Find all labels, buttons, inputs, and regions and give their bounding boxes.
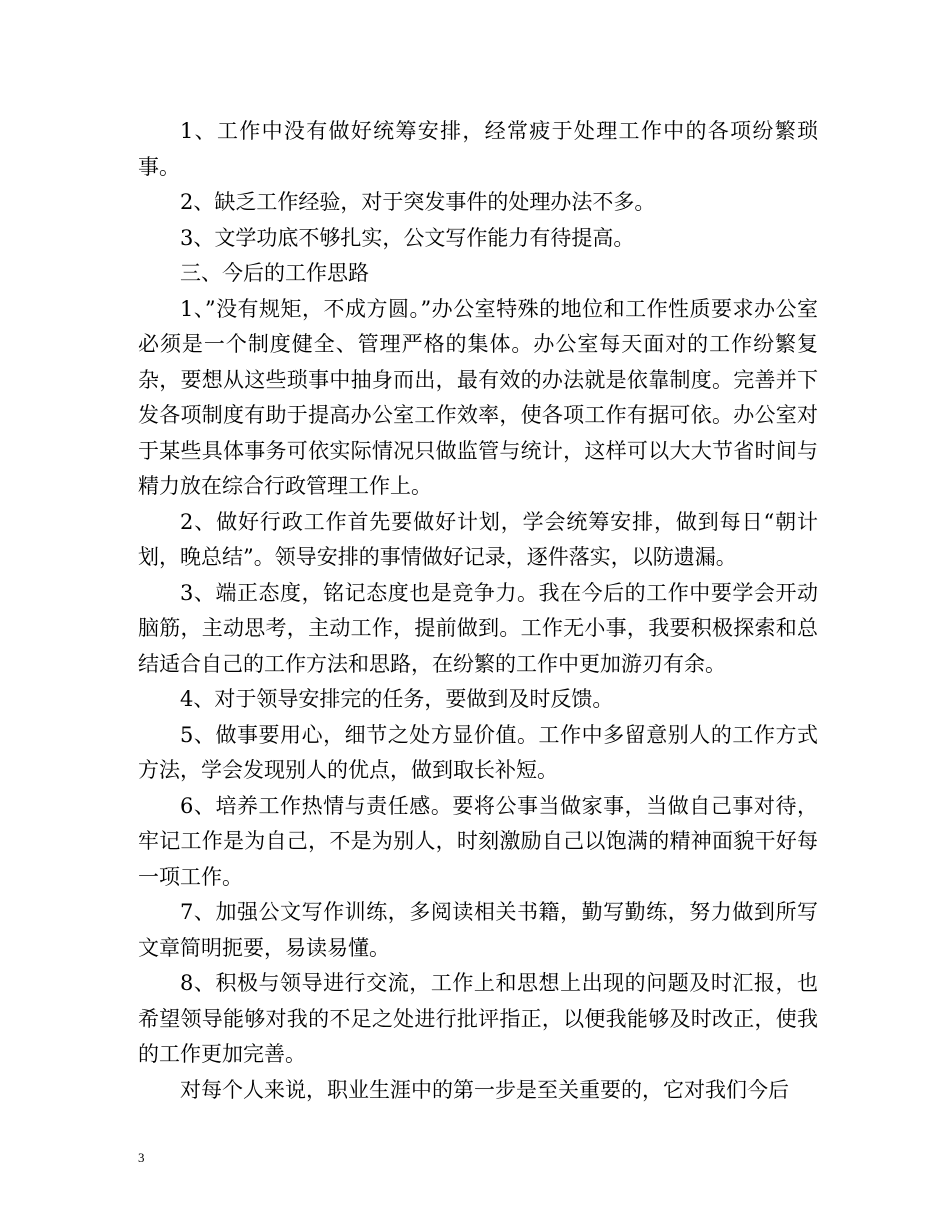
page-number: 3: [138, 1150, 145, 1165]
paragraph-plan-7: 7、加强公文写作训练，多阅读相关书籍，勤写勤练，努力做到所写文章简明扼要，易读易懂。: [138, 900, 818, 960]
paragraph-problem-2: 2、缺乏工作经验，对于突发事件的处理办法不多。: [180, 190, 656, 214]
paragraph-plan-4: 4、对于领导安排完的任务，要做到及时反馈。: [180, 687, 614, 711]
paragraph-plan-2: 2、做好行政工作首先要做好计划，学会统筹安排，做到每日“朝计划，晚总结”。领导安排的事情做好记录，逐件落实，以防遗漏。: [138, 509, 818, 569]
paragraph-plan-5: 5、做事要用心，细节之处方显价值。工作中多留意别人的工作方式方法，学会发现别人的优点，做到取长补短。: [138, 722, 818, 782]
section-heading: 三、今后的工作思路: [180, 261, 369, 285]
paragraph-problem-3: 3、文学功底不够扎实，公文写作能力有待提高。: [180, 225, 635, 250]
paragraph-closing: 对每个人来说，职业生涯中的第一步是至关重要的，它对我们今后: [180, 1077, 789, 1102]
paragraph-plan-1: 1、”没有规矩，不成方圆。”办公室特殊的地位和工作性质要求办公室必须是一个制度健全、管理严格的集体。办公室每天面对的工作纷繁复杂，要想从这些琐事中抽身而出，最有效的办法就是依靠制度。完善并下发各项制度有助于提高办公室工作效率，使各项工作有据可依。办公室对于某些具体事务可依实际情况只做监管与统计，这样可以大大节省时间与精力放在综合行政管理工作上。: [138, 296, 818, 498]
document-body: [138, 114, 818, 1108]
paragraph-plan-6: 6、培养工作热情与责任感。要将公事当做家事，当做自己事对待，牢记工作是为自己，不是为别人，时刻激励自己以饱满的精神面貌干好每一项工作。: [138, 793, 818, 889]
paragraph-problem-1: 1、工作中没有做好统筹安排，经常疲于处理工作中的各项纷繁琐事。: [138, 119, 818, 179]
paragraph-plan-8: 8、积极与领导进行交流，工作上和思想上出现的问题及时汇报，也希望领导能够对我的不足之处进行批评指正，以便我能够及时改正，使我的工作更加完善。: [138, 971, 818, 1066]
paragraph-plan-3: 3、端正态度，铭记态度也是竞争力。我在今后的工作中要学会开动脑筋，主动思考，主动工作，提前做到。工作无小事，我要积极探索和总结适合自己的工作方法和思路，在纷繁的工作中更加游刃有余。: [138, 580, 818, 676]
